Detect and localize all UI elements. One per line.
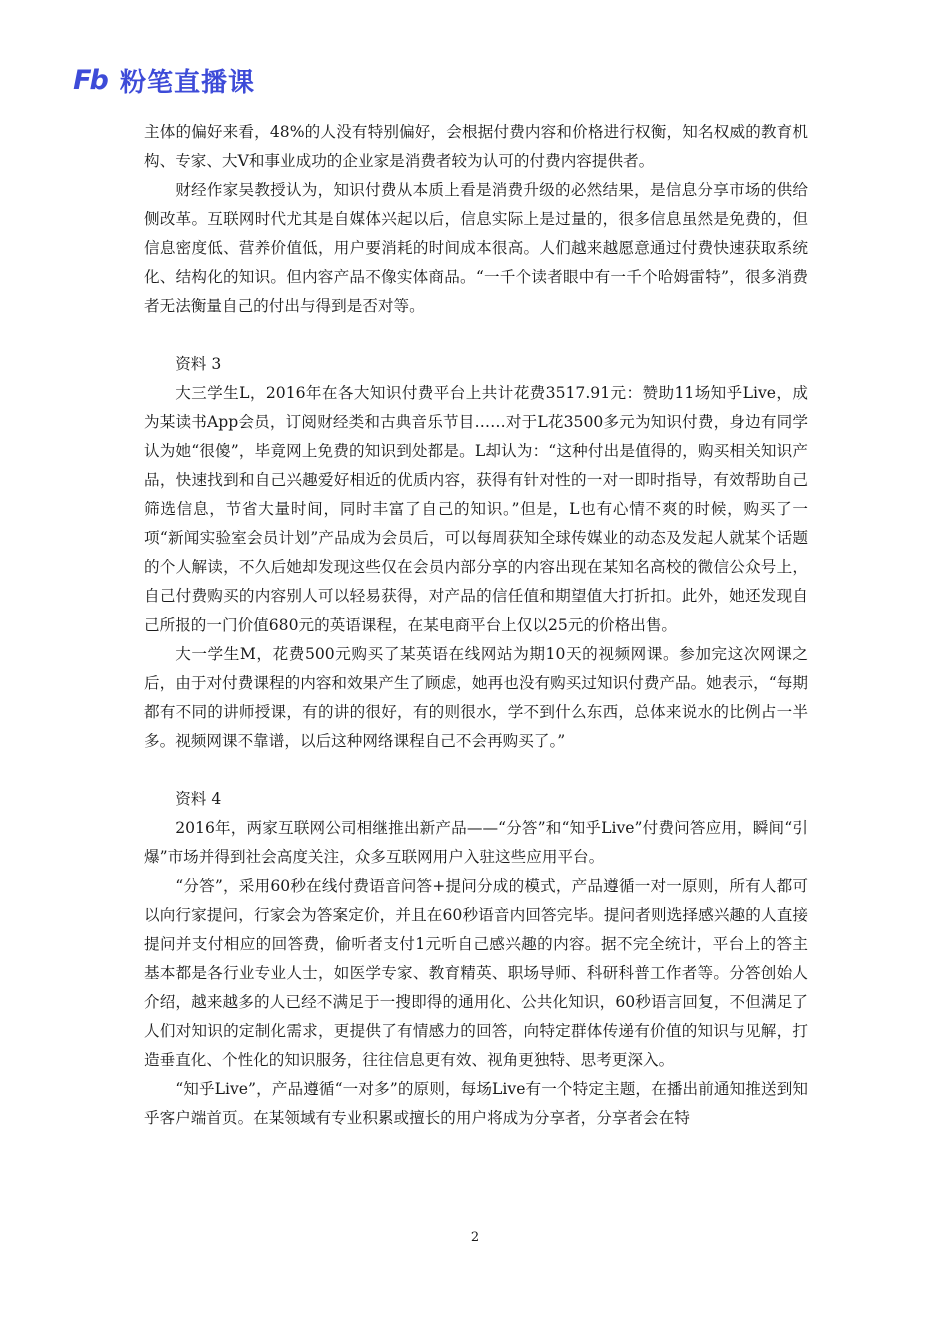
section-gap — [144, 321, 808, 350]
brand-logo — [66, 62, 255, 98]
section-heading-material-3: 资料 3 — [175, 355, 222, 373]
paragraph-continuation: 主体的偏好来看，48%的人没有特别偏好，会根据付费内容和价格进行权衡，知名权威的教育机构、专家、大V和事业成功的企业家是消费者较为认可的付费内容提供者。 — [144, 123, 808, 170]
paragraph-products-intro: 2016年，两家互联网公司相继推出新产品——“分答”和“知乎Live”付费问答应用，瞬间“引爆”市场并得到社会高度关注，众多互联网用户入驻这些应用平台。 — [144, 819, 808, 866]
paragraph-fenda: “分答”，采用60秒在线付费语音问答+提问分成的模式，产品遵循一对一原则，所有人都可以向行家提问，行家会为答案定价，并且在60秒语音内回答完毕。提问者则选择感兴趣的人直接提问并支付相应的回答费，偷听者支付1元听自己感兴趣的内容。据不完全统计，平台上的答主基本都是各行业专业人士，如医学专家、教育精英、职场导师、科研科普工作者等。分答创始人介绍，越来越多的人已经不满足于一搜即得的通用化、公共化知识，60秒语言回复，不但满足了人们对知识的定制化需求，更提供了有情感力的回答，向特定群体传递有价值的知识与见解，打造垂直化、个性化的知识服务，往往信息更有效、视角更独特、思考更深入。 — [144, 877, 808, 1069]
paragraph-student-l: 大三学生L，2016年在各大知识付费平台上共计花费3517.91元：赞助11场知乎Live，成为某读书App会员，订阅财经类和古典音乐节目……对于L花3500多元为知识付费，身边有同学认为她“很傻”，毕竟网上免费的知识到处都是。L却认为：“这种付出是值得的，购买相关知识产品，快速找到和自己兴趣爱好相近的优质内容，获得有针对性的一对一即时指导，有效帮助自己筛选信息，节省大量时间，同时丰富了自己的知识。”但是，L也有心情不爽的时候，购买了一项“新闻实验室会员计划”产品成为会员后，可以每周获知全球传媒业的动态及发起人就某个话题的个人解读，不久后她却发现这些仅在会员内部分享的内容出现在某知名高校的微信公众号上，自己付费购买的内容别人可以轻易获得，对产品的信任值和期望值大打折扣。此外，她还发现自己所报的一门价值680元的英语课程，在某电商平台上仅以25元的价格出售。 — [144, 384, 808, 634]
paragraph-expert-view: 财经作家吴教授认为，知识付费从本质上看是消费升级的必然结果，是信息分享市场的供给侧改革。互联网时代尤其是自媒体兴起以后，信息实际上是过量的，很多信息虽然是免费的，但信息密度低、营养价值低，用户要消耗的时间成本很高。人们越来越愿意通过付费快速获取系统化、结构化的知识。但内容产品不像实体商品。“一千个读者眼中有一千个哈姆雷特”，很多消费者无法衡量自己的付出与得到是否对等。 — [144, 181, 808, 315]
document-body — [144, 118, 808, 1133]
fb-logo-icon: Fb — [73, 64, 107, 96]
section-heading-material-4: 资料 4 — [175, 790, 222, 808]
paragraph-zhihu-live: “知乎Live”，产品遵循“一对多”的原则，每场Live有一个特定主题，在播出前通知推送到知乎客户端首页。在某领域有专业积累或擅长的用户将成为分享者，分享者会在特 — [144, 1080, 808, 1127]
section-gap — [144, 756, 808, 785]
paragraph-student-m: 大一学生M，花费500元购买了某英语在线网站为期10天的视频网课。参加完这次网课之后，由于对付费课程的内容和效果产生了顾虑，她再也没有购买过知识付费产品。她表示，“每期都有不同的讲师授课，有的讲的很好，有的则很水，学不到什么东西，总体来说水的比例占一半多。视频网课不靠谱，以后这种网络课程自己不会再购买了。” — [144, 645, 808, 750]
page-number: 2 — [470, 1230, 480, 1245]
logo-text: 粉笔直播课 — [120, 67, 256, 98]
